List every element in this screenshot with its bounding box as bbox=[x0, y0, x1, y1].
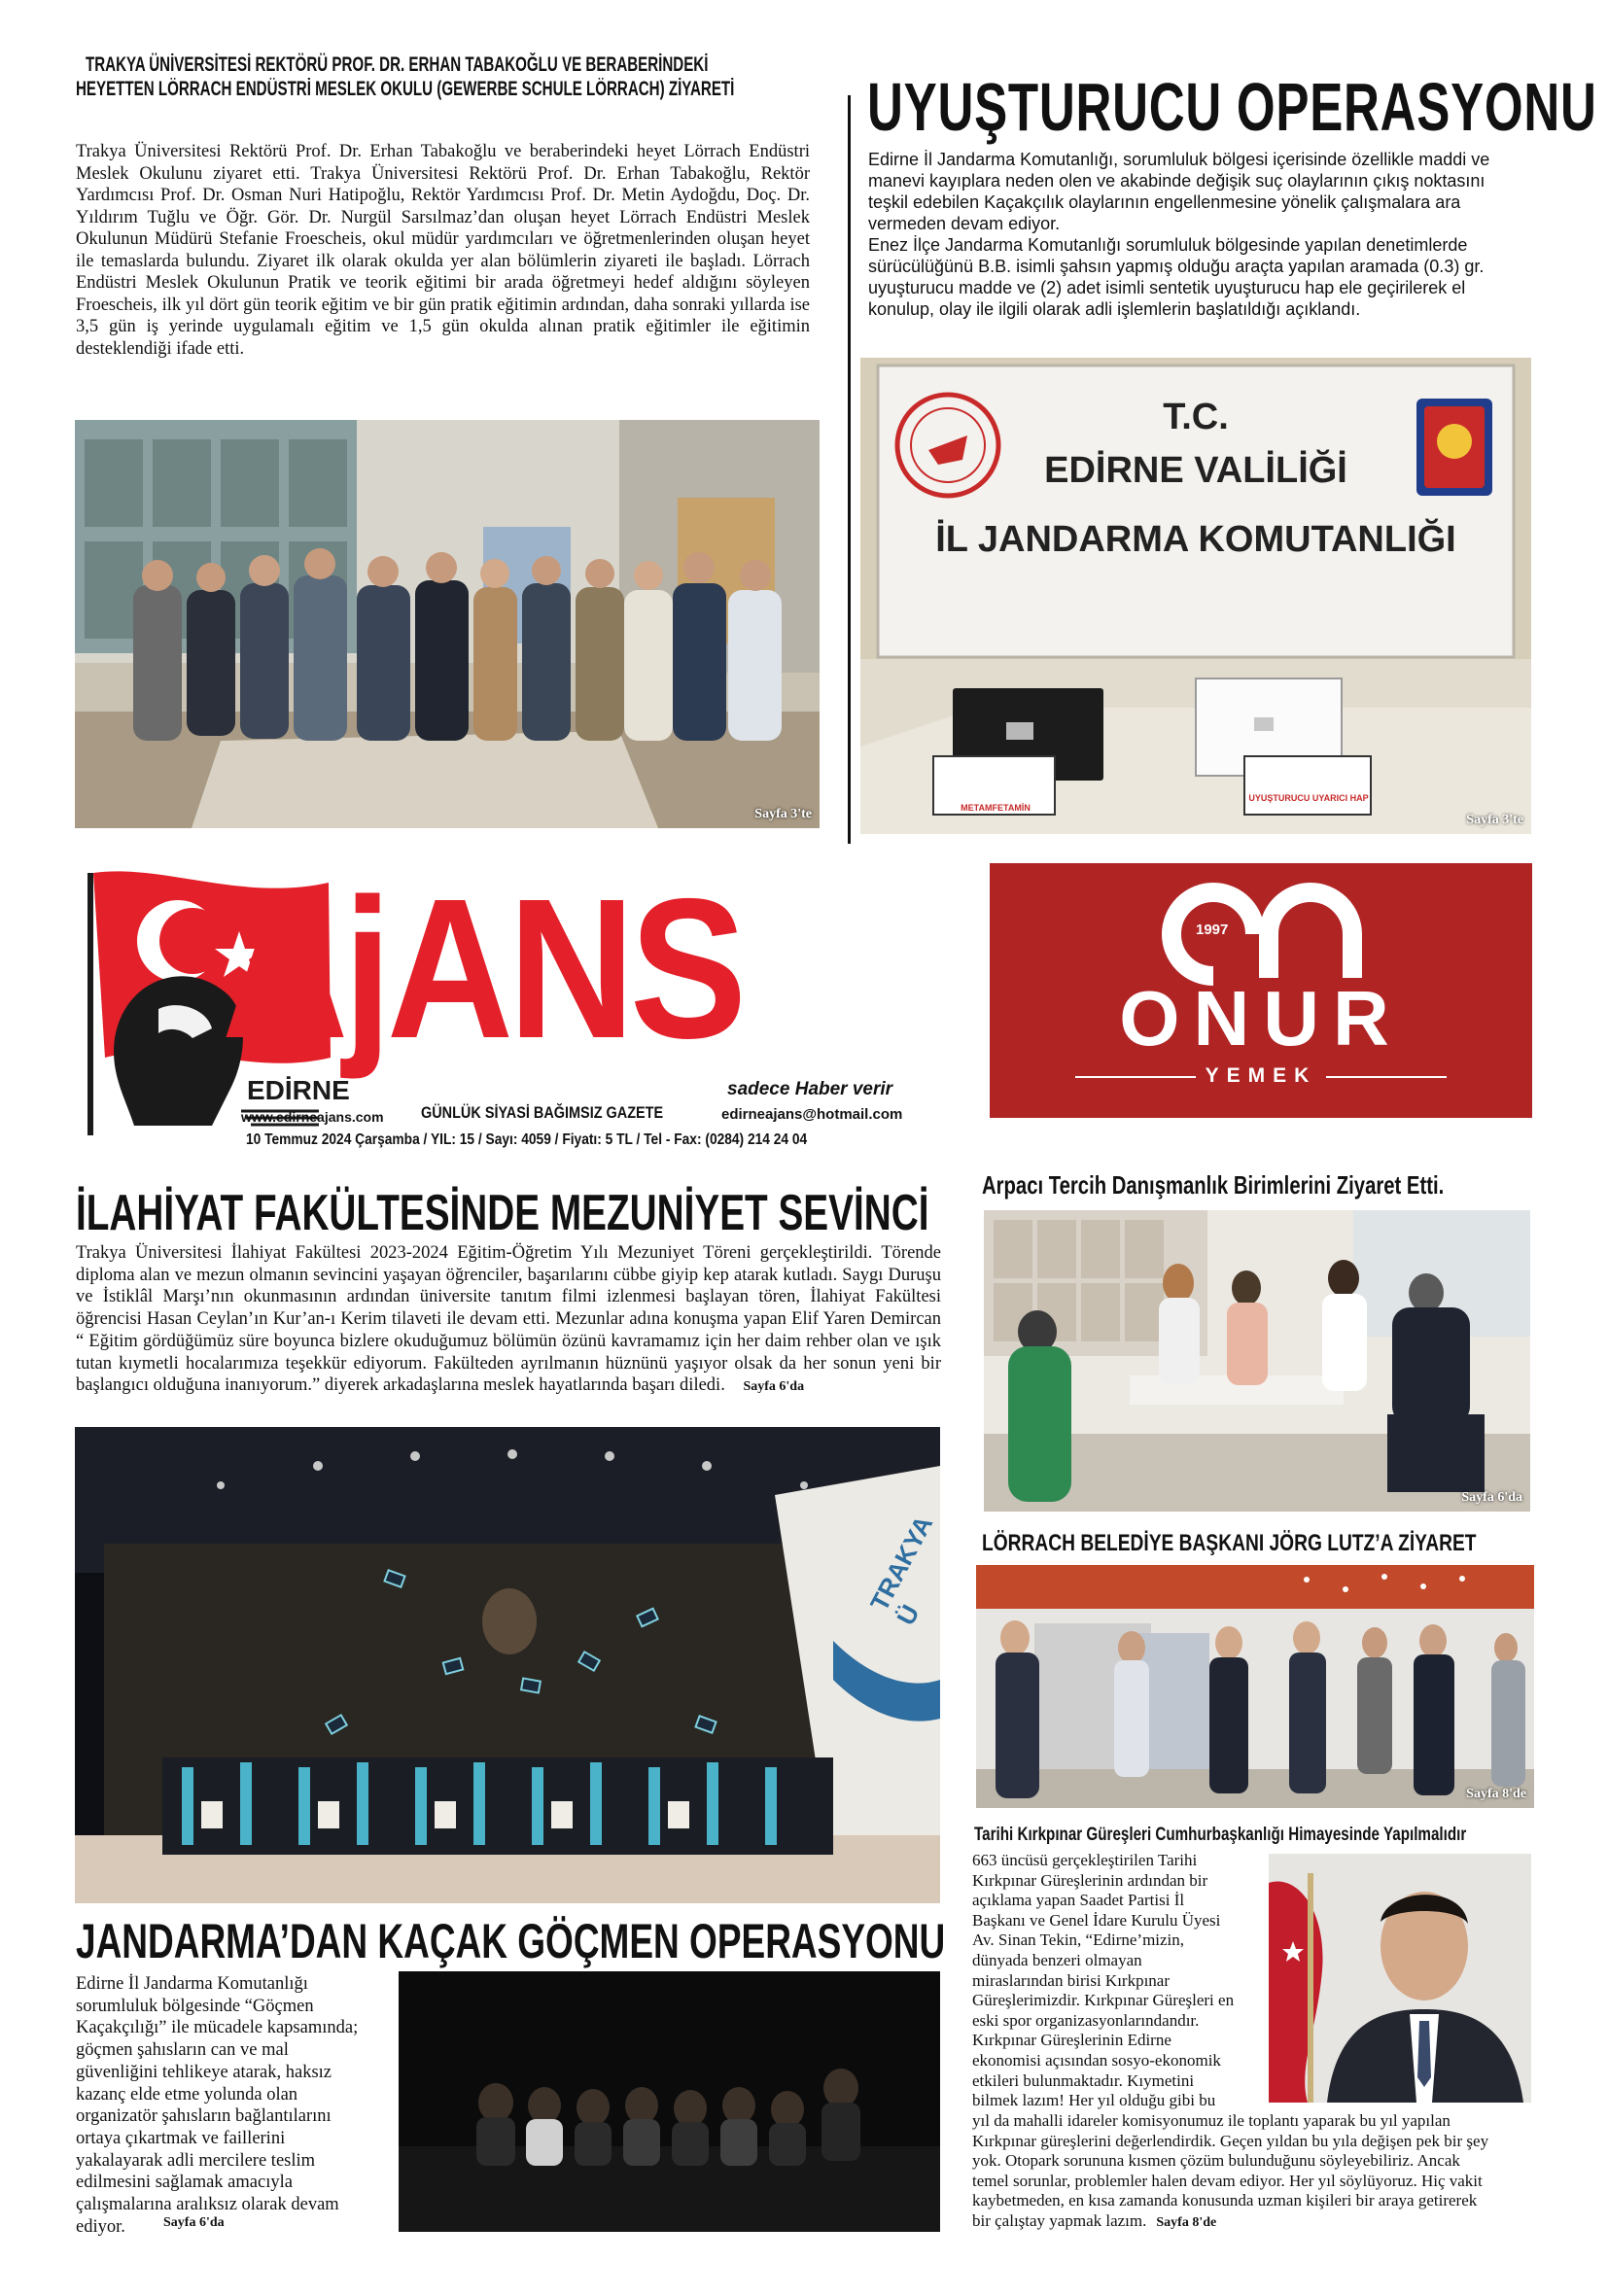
masthead-website[interactable]: www.edirneajans.com bbox=[241, 1109, 384, 1125]
kirkpinar-line: açıklama yapan Saadet Partisi İl bbox=[972, 1891, 1185, 1910]
masthead-slogan: sadece Haber verir bbox=[727, 1079, 893, 1099]
onur-logo-mark bbox=[1160, 881, 1364, 988]
gocmen-page-ref: Sayfa 6'da bbox=[163, 2215, 225, 2230]
arpaci-visit-photo[interactable] bbox=[984, 1210, 1530, 1512]
onur-tagline: YEMEK bbox=[1196, 1064, 1327, 1087]
kirkpinar-line: temel sorunlar, problemler halen devam ediyor. Her yıl söylüyoruz. Hiç vakit bbox=[972, 2171, 1483, 2190]
trakya-headline-line1[interactable]: TRAKYA ÜNİVERSİTESİ REKTÖRÜ PROF. DR. ERHAN TABAKOĞLU VE BERABERİNDEKİ bbox=[86, 53, 709, 76]
kirkpinar-line: kaybetmeden, en kısa zamanda konusunda uzman kişileri bir araya getirerek bbox=[972, 2191, 1478, 2210]
kirkpinar-line: yok. Otopark sorununa kısmen çözüm bulunduğunu söyleyebiliriz. Ancak bbox=[972, 2151, 1460, 2171]
gocmen-line: kazanç elde etme yolunda olan bbox=[76, 2084, 298, 2105]
trakya-page-ref: Sayfa 3'te bbox=[754, 807, 812, 821]
migrants-photo-image bbox=[399, 1971, 940, 2232]
gocmen-line: yakalayarak adli mercilere teslim bbox=[76, 2150, 316, 2171]
gocmen-lines bbox=[76, 1973, 387, 2238]
ilahiyat-page-ref: Sayfa 6'da bbox=[743, 1379, 805, 1395]
migrants-photo[interactable] bbox=[399, 1971, 940, 2232]
gocmen-line: sorumluluk bölgesinde “Göçmen bbox=[76, 1996, 314, 2016]
kirkpinar-line: Başkanı ve Genel İdare Kurulu Üyesi bbox=[972, 1910, 1221, 1930]
masthead-subtitle: GÜNLÜK SİYASİ BAĞIMSIZ GAZETE bbox=[421, 1103, 664, 1122]
kirkpinar-line: miraslarından birisi Kırkpınar bbox=[972, 1970, 1171, 1990]
sinan-tekin-photo[interactable] bbox=[1269, 1854, 1531, 2103]
kirkpinar-line: Av. Sinan Tekin, “Edirne’mizin, bbox=[972, 1931, 1185, 1950]
kirkpinar-line: bir çalıştay yapmak lazım. Sayfa 8'de bbox=[972, 2210, 1217, 2230]
masthead-city: EDİRNE bbox=[247, 1075, 350, 1105]
arpaci-headline[interactable]: Arpacı Tercih Danışmanlık Birimlerini Ziyaret Etti. bbox=[982, 1170, 1445, 1200]
kirkpinar-line: bilmek lazım! Her yıl olduğu gibi bu bbox=[972, 2091, 1216, 2110]
gocmen-line: göçmen şahısların can ve mal bbox=[76, 2040, 289, 2061]
onur-brand: ONUR bbox=[1119, 975, 1403, 1061]
gocmen-line: organizatör şahısların bağlantılarını bbox=[76, 2106, 332, 2127]
gocmen-line: edilmesini sağlamak amacıyla bbox=[76, 2173, 293, 2193]
arpaci-page-ref: Sayfa 6'da bbox=[1461, 1490, 1522, 1505]
masthead-logo[interactable]: AjANS bbox=[222, 857, 742, 1080]
lorrach-mayor-photo[interactable] bbox=[976, 1565, 1534, 1808]
lorrach-page-ref: Sayfa 8'de bbox=[1466, 1787, 1526, 1801]
kirkpinar-line: eski spor organizasyonlarındandır. bbox=[972, 2010, 1200, 2030]
trakya-group-photo-image bbox=[75, 420, 820, 828]
kirkpinar-line: ekonomisi açısından sosyo-ekonomik bbox=[972, 2050, 1221, 2070]
gocmen-line: ortaya çıkartmak ve faillerini bbox=[76, 2128, 286, 2148]
drug-operation-headline[interactable]: UYUŞTURUCU OPERASYONU bbox=[867, 69, 1597, 145]
graduation-photo-image bbox=[75, 1427, 940, 1903]
arpaci-visit-photo-image bbox=[984, 1210, 1530, 1512]
drug-operation-body bbox=[868, 149, 1510, 320]
kirkpinar-page-ref: Sayfa 8'de bbox=[1156, 2214, 1217, 2230]
ilahiyat-article-body: Trakya Üniversitesi İlahiyat Fakültesi 2023-2024 Eğitim-Öğretim Yılı Mezuniyet Töreni gerçekleştirildi. Törende diploma alan ve mezun olmanın sevincini yaşayan öğrenciler, başarılarını cübbe giyip kep atarak kutladı. Saygı Duruşu ve İstiklâl Marşı’nın okunmasının ardından üniversite tanıtım filmi izlenmesi başlayan tören, İlahiyat Fakültesi öğrencisi Hasan Ceylan’ın Kur’an-ı Kerim tilaveti ile devam etti. Mezunlar adına konuşma yapan Elif Yaren Demircan “ Eğitim gördüğümüz süre boyunca bizlere okuduğumuz bölümün özünü kavramamız için her daim rehber olan ve ışık tutan kıymetli hocalarımıza teşekkür ediyorum. Fakülteden ayrılmanın hüznünü yaşıyor olsak da her sonun yeni bir başlangıcı olduğuna inanıyorum.” diyerek arkadaşlarına meslek hayatlarında başarı diledi. bbox=[76, 1243, 941, 1396]
trakya-group-photo[interactable] bbox=[75, 420, 820, 828]
graduation-stage-text: TRAKYA Ü bbox=[864, 1512, 938, 1630]
evidence-label-2: UYUŞTURUCU UYARICI HAP bbox=[1248, 793, 1369, 803]
sign-il-jandarma: İL JANDARMA KOMUTANLIĞI bbox=[935, 519, 1456, 560]
gocmen-line: Kaçakçılığı” ile mücadele kapsamında; bbox=[76, 2018, 359, 2038]
kirkpinar-line: Güreşlerimizdir. Kırkpınar Güreşleri en bbox=[972, 1991, 1235, 2010]
kirkpinar-line: yıl da mahalli idareler komisyonumuz ile toplantı yaparak bu yıl yapılan bbox=[972, 2111, 1451, 2130]
kirkpinar-line: Kırkpınar Güreşlerinin Edirne bbox=[972, 2031, 1171, 2050]
masthead-issue-info: 10 Temmuz 2024 Çarşamba / YIL: 15 / Sayı: 4059 / Fiyatı: 5 TL / Tel - Fax: (0284) 214 24 04 bbox=[246, 1131, 808, 1148]
graduation-photo[interactable] bbox=[75, 1427, 940, 1903]
gocmen-headline[interactable]: JANDARMA’DAN KAÇAK GÖÇMEN OPERASYONU bbox=[76, 1914, 946, 1968]
onur-tagline-wrap bbox=[990, 1064, 1532, 1088]
masthead-email[interactable]: edirneajans@hotmail.com bbox=[721, 1106, 903, 1123]
onur-yemek-ad[interactable] bbox=[990, 863, 1532, 1118]
onur-year: 1997 bbox=[1196, 922, 1229, 938]
gocmen-line: ediyor. bbox=[76, 2216, 125, 2237]
kirkpinar-line: Kırkpınar güreşlerini değerlendirdik. Geçen yıldan bu yıla değişen pek bir şey bbox=[972, 2131, 1489, 2150]
kirkpinar-line: 663 üncüsü gerçekleştirilen Tarihi bbox=[972, 1851, 1198, 1869]
drug-operation-paragraph-2: Enez İlçe Jandarma Komutanlığı sorumluluk bölgesinde yapılan denetimlerde sürücülüğünü B.B. isimli şahsın yapmış olduğu araçta yapılan aramada (0.3) gr. uyuşturucu madde ve (2) adet isimli sentetik uyuşturucu hap ele geçirilerek el konulup, olay ile ilgili olarak adli işlemlerin başlatıldığı açıklandı. bbox=[868, 235, 1485, 319]
evidence-label-1: METAMFETAMİN bbox=[961, 803, 1031, 813]
trakya-headline-line2[interactable]: HEYETTEN LÖRRACH ENDÜSTRİ MESLEK OKULU (GEWERBE SCHULE LÖRRACH) ZİYARETİ bbox=[76, 78, 735, 100]
masthead bbox=[76, 857, 931, 1148]
gocmen-line: çalışmalarına aralıksız olarak devam bbox=[76, 2195, 339, 2215]
lorrach-headline[interactable]: LÖRRACH BELEDİYE BAŞKANI JÖRG LUTZ’A ZİYARET bbox=[982, 1530, 1477, 1556]
trakya-article-body: Trakya Üniversitesi Rektörü Prof. Dr. Erhan Tabakoğlu ve beraberindeki heyet Lörrach Endüstri Meslek Okulunu ziyaret etti. Trakya Üniversitesi Rektörü Prof. Dr. Erhan Tabakoğlu, Rektör Yardımcısı Prof. Dr. Osman Nuri Hatipoğlu, Rektör Yardımcısı Prof. Dr. Metin Aydoğdu, Doç. Dr. Yıldırım Tuğlu ve Öğr. Gör. Dr. Nurgül Sarsılmaz’dan oluşan heyet Lörrach Endüstri Meslek Okulunun Müdürü Stefanie Froescheis, okul müdür yardımcıları ve öğretmenlerinden oluşan heyet ile temaslarda bulundu. Ziyaret ilk olarak okulda yer alan bölümlerin ziyareti ile başladı. Lörrach Endüstri Meslek Okulunun Pratik ve teorik eğitimi bir arada öğretmeyi hedef aldığını söyleyen Froescheis, ilk yıl dört gün teorik eğitim ve bir gün pratik eğitimin ardından, daha sonraki yıllarda ise 3,5 gün iş yerinde uygulamalı eğitim ve 1,5 gün okulda alınan pratik eğitimler ile eğitimin desteklendiği ifade etti. bbox=[76, 142, 810, 359]
gocmen-line: Edirne İl Jandarma Komutanlığı bbox=[76, 1974, 308, 1994]
kirkpinar-line: dünyada benzeri olmayan bbox=[972, 1950, 1142, 1969]
ilahiyat-body-wrap bbox=[76, 1242, 941, 1399]
gocmen-article-body bbox=[76, 1973, 387, 2238]
column-divider bbox=[848, 95, 851, 844]
gocmen-line: güvenliğini tehlikeye atarak, haksız bbox=[76, 2062, 332, 2082]
kirkpinar-line: etkileri bulunmaktadır. Kıymetini bbox=[972, 2070, 1195, 2090]
drug-operation-paragraph-1: Edirne İl Jandarma Komutanlığı, sorumluluk bölgesi içerisinde özellikle maddi ve manevi kayıplara neden olen ve akabinde değişik suç olaylarının çıkış noktasını teşkil edebilen Kaçakçılık olaylarının engellenmesine yönelik çalışmalara ara vermeden devam ediyor. bbox=[868, 150, 1490, 233]
lorrach-mayor-photo-image bbox=[976, 1565, 1534, 1808]
ilahiyat-headline[interactable]: İLAHİYAT FAKÜLTESİNDE MEZUNİYET SEVİNCİ bbox=[76, 1185, 929, 1241]
sign-edirne-valiligi: EDİRNE VALİLİĞİ bbox=[1044, 450, 1347, 491]
kirkpinar-body-wide bbox=[972, 2111, 1532, 2234]
kirkpinar-line: Kırkpınar Güreşlerinin ardından bir bbox=[972, 1870, 1208, 1890]
sinan-tekin-photo-image bbox=[1269, 1854, 1531, 2103]
drug-page-ref: Sayfa 3'te bbox=[1466, 813, 1523, 827]
sign-tc: T.C. bbox=[1163, 397, 1229, 437]
kirkpinar-headline[interactable]: Tarihi Kırkpınar Güreşleri Cumhurbaşkanlığı Himayesinde Yapılmalıdır bbox=[974, 1825, 1467, 1845]
kirkpinar-body-narrow bbox=[972, 1851, 1264, 2111]
drug-evidence-photo[interactable] bbox=[860, 358, 1531, 834]
